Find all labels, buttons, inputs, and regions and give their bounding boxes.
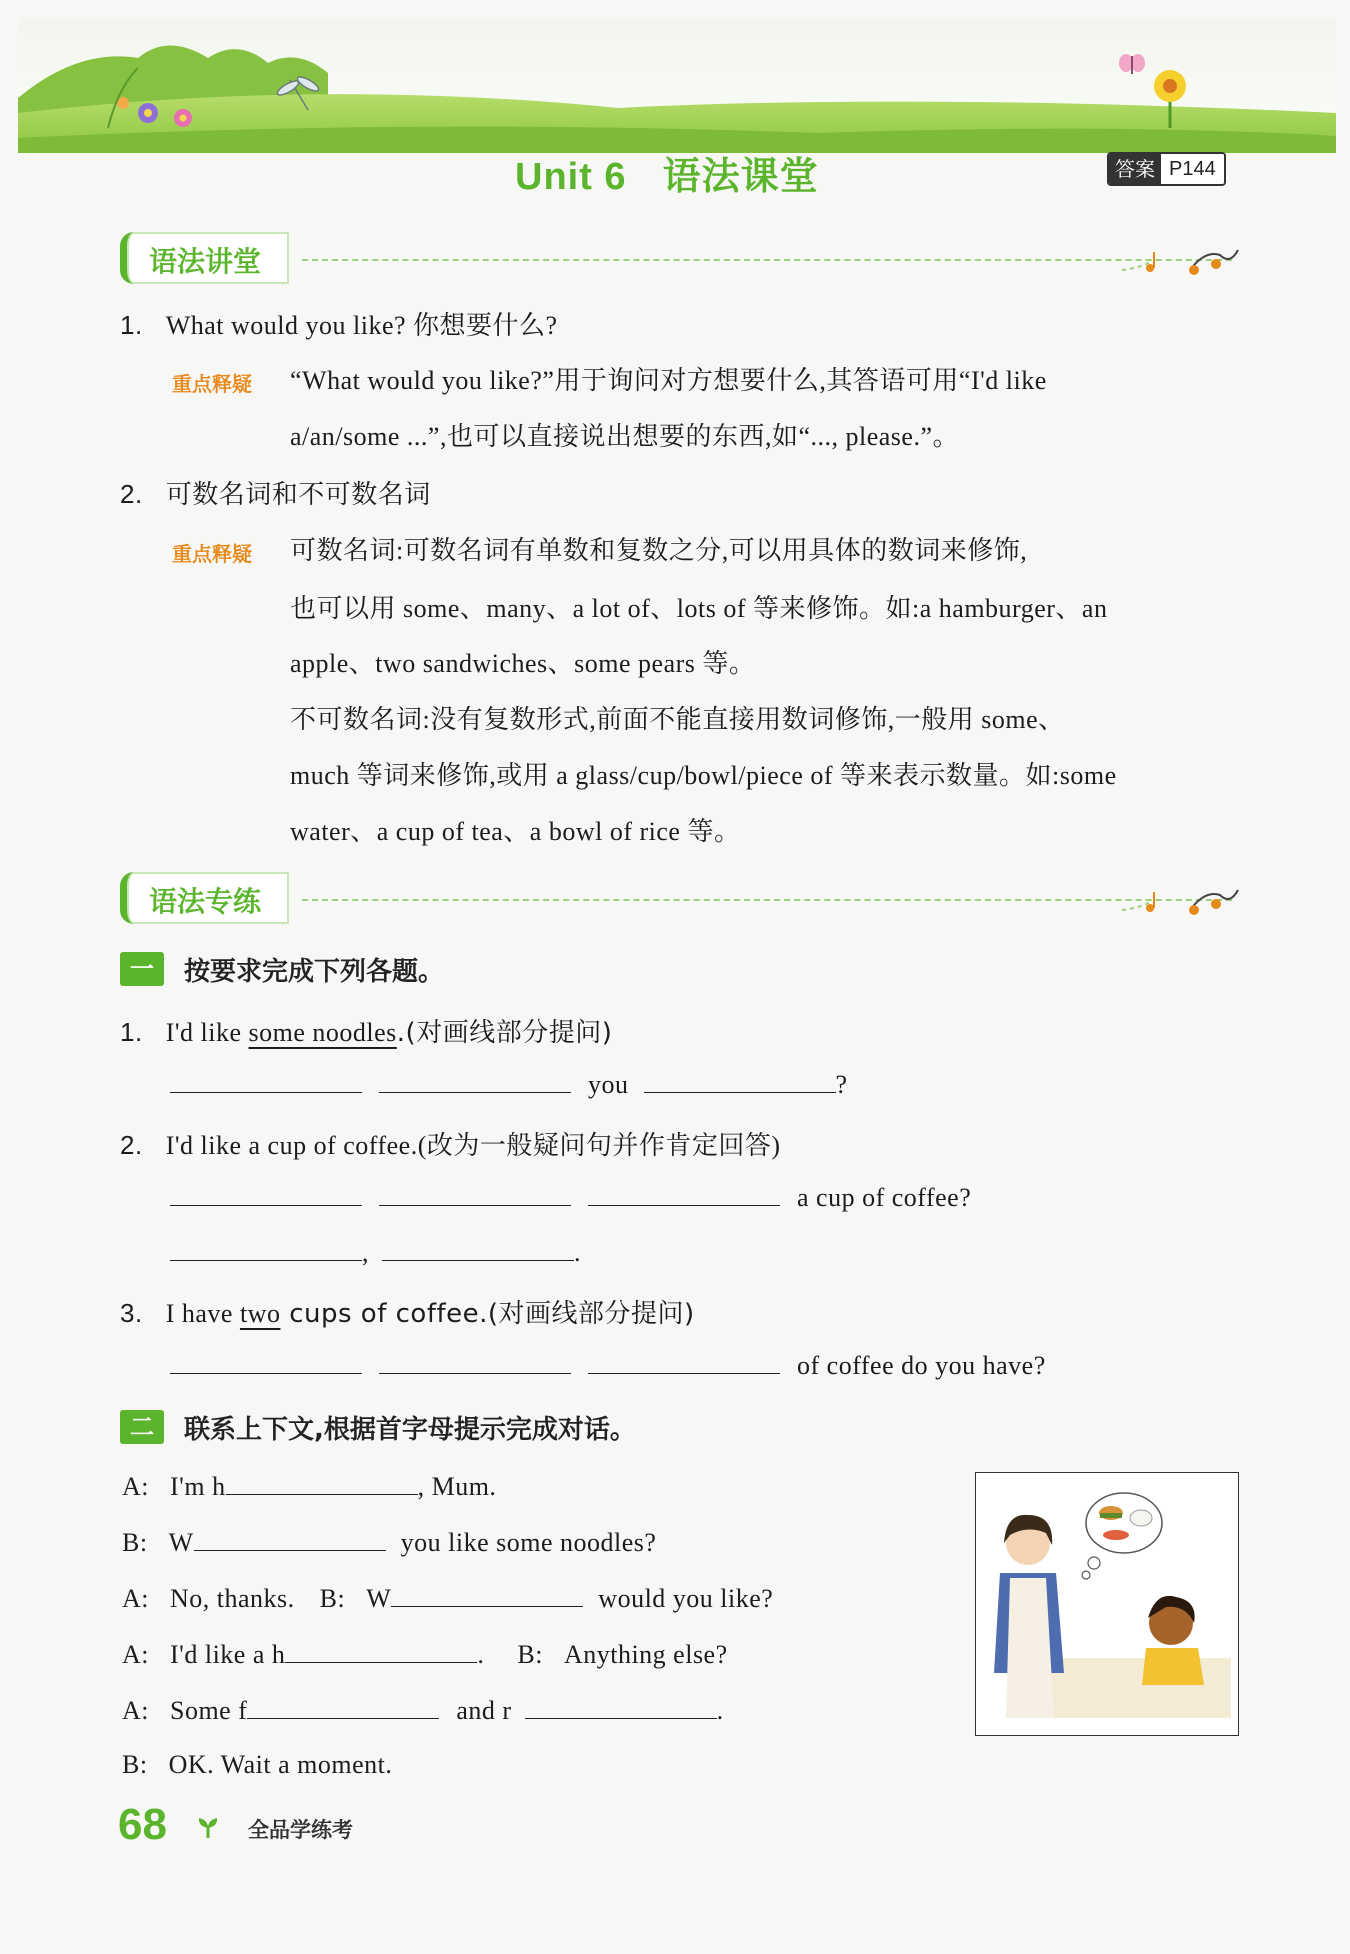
answer-reference bbox=[1107, 152, 1226, 186]
unit-title-text: 语法课堂 bbox=[662, 154, 819, 198]
speaker: A: bbox=[122, 1640, 149, 1669]
dialogue-text: you like some noodles? bbox=[400, 1528, 657, 1557]
explain-line: apple、two sandwiches、some pears 等。 bbox=[290, 649, 756, 678]
answer-blank[interactable] bbox=[247, 1694, 439, 1719]
question-2 bbox=[120, 1125, 781, 1162]
answer-key-label: 答案 bbox=[1109, 154, 1161, 184]
answer-punct: . bbox=[574, 1238, 581, 1267]
answer-line-q2b bbox=[170, 1236, 581, 1268]
answer-page-ref: P144 bbox=[1161, 154, 1224, 184]
answer-blank[interactable] bbox=[379, 1181, 571, 1206]
answer-punct: ? bbox=[835, 1070, 848, 1099]
dialogue-text: No, thanks. bbox=[170, 1584, 295, 1613]
explain-item-2-heading bbox=[120, 474, 431, 511]
dialogue-text: I'm h bbox=[170, 1472, 226, 1501]
question-number: 2. bbox=[120, 1130, 143, 1160]
question-text-pre: I have bbox=[165, 1299, 240, 1328]
speaker: B: bbox=[517, 1640, 543, 1669]
section-header-practice bbox=[120, 872, 1240, 930]
dialogue-illustration bbox=[975, 1472, 1239, 1736]
answer-blank[interactable] bbox=[382, 1236, 574, 1261]
plate-icon bbox=[1103, 1530, 1129, 1540]
speaker: A: bbox=[122, 1584, 149, 1613]
question-text-pre: I'd like bbox=[165, 1018, 249, 1047]
part-instruction: 按要求完成下列各题。 bbox=[184, 956, 445, 987]
rice-bowl-icon bbox=[1130, 1510, 1152, 1526]
music-notes-icon bbox=[1120, 240, 1240, 284]
dialogue-text: and r bbox=[456, 1696, 512, 1725]
answer-blank[interactable] bbox=[379, 1068, 571, 1093]
dialogue-text: OK. Wait a moment. bbox=[168, 1750, 393, 1779]
publisher-brand: 全品学练考 bbox=[248, 1818, 353, 1842]
question-underlined-part: some noodles bbox=[248, 1018, 397, 1047]
answer-blank[interactable] bbox=[226, 1470, 418, 1495]
answer-line-q2a bbox=[170, 1181, 971, 1213]
section-title: 语法讲堂 bbox=[149, 245, 262, 278]
dialogue-text: I'd like a h bbox=[170, 1640, 286, 1669]
answer-blank[interactable] bbox=[285, 1638, 477, 1663]
page-title bbox=[515, 145, 819, 200]
dialogue-text: Some f bbox=[170, 1696, 248, 1725]
answer-line-q1 bbox=[170, 1068, 848, 1100]
dialogue-line-6 bbox=[122, 1750, 392, 1780]
dialogue-line-4 bbox=[122, 1638, 728, 1670]
speaker: A: bbox=[122, 1696, 149, 1725]
dialogue-text: W bbox=[366, 1584, 392, 1613]
dialogue-line-3 bbox=[122, 1582, 773, 1614]
section-divider bbox=[302, 899, 1232, 901]
answer-blank[interactable] bbox=[170, 1068, 362, 1093]
exercise-part-1-heading bbox=[120, 950, 444, 988]
question-text: I'd like a cup of coffee.(改为一般疑问句并作肯定回答) bbox=[165, 1131, 781, 1160]
answer-word: you bbox=[588, 1070, 629, 1099]
question-1 bbox=[120, 1012, 612, 1049]
section-header-explain bbox=[120, 232, 1240, 290]
answer-punct: , bbox=[362, 1238, 369, 1267]
answer-blank[interactable] bbox=[170, 1236, 362, 1261]
speaker: B: bbox=[122, 1528, 148, 1557]
section-divider bbox=[302, 259, 1232, 261]
answer-blank[interactable] bbox=[525, 1694, 717, 1719]
answer-blank[interactable] bbox=[391, 1582, 583, 1607]
answer-tail: of coffee do you have? bbox=[797, 1351, 1046, 1380]
sprout-icon bbox=[196, 1816, 220, 1840]
unit-label: Unit 6 bbox=[515, 156, 627, 198]
section-title: 语法专练 bbox=[149, 885, 262, 918]
explain-line: “What would you like?”用于询问对方想要什么,其答语可用“I'd like bbox=[290, 366, 1047, 395]
explain-line: water、a cup of tea、a bowl of rice 等。 bbox=[290, 817, 741, 846]
answer-tail: a cup of coffee? bbox=[797, 1183, 972, 1212]
answer-blank[interactable] bbox=[170, 1181, 362, 1206]
key-point-label: 重点释疑 bbox=[172, 542, 252, 566]
explain-item-1-heading bbox=[120, 305, 558, 342]
part-badge: 一 bbox=[120, 952, 164, 986]
key-point-label: 重点释疑 bbox=[172, 372, 252, 396]
answer-blank[interactable] bbox=[170, 1349, 362, 1374]
dialogue-text: would you like? bbox=[598, 1584, 774, 1613]
mother-and-son-illustration bbox=[976, 1473, 1238, 1735]
item-number: 1. bbox=[120, 310, 143, 340]
explain-line: much 等词来修饰,或用 a glass/cup/bowl/piece of 等来表示数量。如:some bbox=[290, 761, 1117, 790]
explain-line: a/an/some ...”,也可以直接说出想要的东西,如“..., please.”。 bbox=[290, 422, 959, 451]
hamburger-icon bbox=[1099, 1506, 1123, 1520]
section-tab bbox=[120, 232, 289, 284]
answer-blank[interactable] bbox=[194, 1526, 386, 1551]
question-number: 1. bbox=[120, 1017, 143, 1047]
answer-blank[interactable] bbox=[588, 1181, 780, 1206]
answer-blank[interactable] bbox=[588, 1349, 780, 1374]
section-tab bbox=[120, 872, 289, 924]
dialogue-text: . bbox=[477, 1640, 485, 1669]
dialogue-text: W bbox=[168, 1528, 194, 1557]
speaker: B: bbox=[319, 1584, 346, 1613]
meadow-banner-illustration bbox=[18, 18, 1336, 153]
question-3 bbox=[120, 1293, 695, 1330]
item-number: 2. bbox=[120, 479, 143, 509]
answer-line-q3 bbox=[170, 1349, 1046, 1381]
part-instruction: 联系上下文,根据首字母提示完成对话。 bbox=[184, 1414, 636, 1445]
answer-blank[interactable] bbox=[379, 1349, 571, 1374]
dialogue-line-1 bbox=[122, 1470, 496, 1502]
dialogue-text: . bbox=[716, 1696, 724, 1725]
music-notes-icon bbox=[1120, 880, 1240, 924]
explain-line: 不可数名词:没有复数形式,前面不能直接用数词修饰,一般用 some、 bbox=[290, 705, 1065, 734]
question-number: 3. bbox=[120, 1298, 143, 1328]
explain-line: 也可以用 some、many、a lot of、lots of 等来修饰。如:a hamburger、an bbox=[290, 594, 1108, 623]
dialogue-text: , Mum. bbox=[417, 1472, 497, 1501]
item-heading-text: 可数名词和不可数名词 bbox=[165, 480, 431, 509]
question-underlined-part: two bbox=[239, 1299, 281, 1328]
explain-line: 可数名词:可数名词有单数和复数之分,可以用具体的数词来修饰, bbox=[290, 536, 1028, 565]
dialogue-text: Anything else? bbox=[563, 1640, 728, 1669]
page-number: 68 bbox=[118, 1800, 167, 1849]
question-text-post: cups of coffee.(对画线部分提问) bbox=[280, 1299, 695, 1329]
answer-blank[interactable] bbox=[644, 1068, 836, 1093]
dialogue-line-5 bbox=[122, 1694, 724, 1726]
item-heading-text: What would you like? 你想要什么? bbox=[165, 311, 558, 340]
part-badge: 二 bbox=[120, 1410, 164, 1444]
dialogue-line-2 bbox=[122, 1526, 656, 1558]
speaker: A: bbox=[122, 1472, 149, 1501]
butterfly-icon bbox=[1119, 54, 1145, 74]
speaker: B: bbox=[122, 1750, 148, 1779]
question-text-post: .(对画线部分提问) bbox=[396, 1018, 613, 1048]
exercise-part-2-heading bbox=[120, 1408, 636, 1446]
